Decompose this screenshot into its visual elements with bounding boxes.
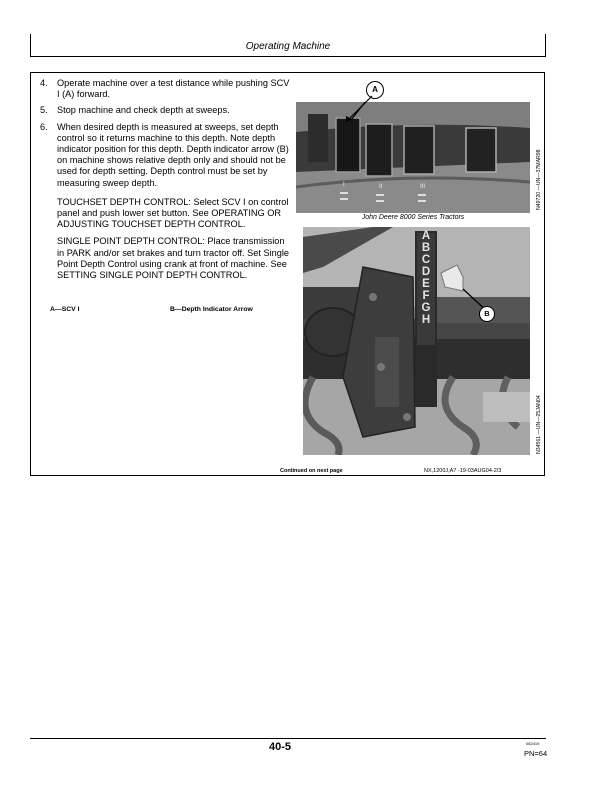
touchset-paragraph: TOUCHSET DEPTH CONTROL: Select SCV I on control panel and push lower set button. See OPERATING OR ADJUSTING TOUCHSET DEPTH CONTROL. (57, 196, 289, 230)
step-number: 5. (40, 105, 48, 116)
step-5 (40, 105, 290, 116)
scale-letter-c: C (421, 254, 431, 266)
scale-letter-a: A (421, 230, 431, 242)
footer-small-code: 082419 (526, 741, 540, 746)
figure1-code: N49720 —UN—37MAR98 (536, 149, 542, 210)
scv-levers-photo (296, 102, 530, 213)
step-number: 4. (40, 78, 48, 88)
single-point-paragraph: SINGLE POINT DEPTH CONTROL: Place transmission in PARK and/or set brakes and turn tractor off. Set Single Point Depth Control using crank at front of machine. See SETTING SINGLE POINT DEPTH CONTROL. (57, 236, 290, 281)
callout-b-badge: B (479, 306, 495, 322)
scale-letter-b: B (421, 242, 431, 254)
step-number: 6. (40, 121, 48, 132)
step-4 (40, 78, 290, 100)
legend-b: B—Depth Indicator Arrow (170, 306, 253, 313)
depth-indicator-photo (303, 227, 530, 455)
page-number: 40-5 (268, 741, 292, 753)
figure2-code: N34561 —UN—25JAN04 (536, 395, 542, 454)
scale-letter-f: F (422, 290, 430, 302)
legend-a: A—SCV I (50, 306, 80, 313)
scv-label-1: I (343, 182, 345, 188)
callout-a-badge: A (366, 81, 384, 99)
scale-letter-g: G (421, 302, 431, 314)
step-text: Operate machine over a test distance while pushing SCV I (A) forward. (57, 78, 290, 100)
step-text: Stop machine and check depth at sweeps. (57, 105, 230, 116)
depth-scale (418, 230, 434, 326)
instruction-list (40, 78, 290, 287)
footer-rule (30, 738, 546, 739)
scale-letter-e: E (422, 278, 430, 290)
continued-note: Continued on next page (280, 468, 343, 474)
step-text: When desired depth is measured at sweeps, set depth control so it returns machine to this depth. Note depth indicator position for this depth. Depth indicator arrow (B) on machine shows relative depth only and should not be used for depth setting. Depth control must be set by measuring sweep depth. (57, 121, 289, 188)
document-code: NX,1200J,A7 -19-03AUG04-2/3 (424, 468, 502, 474)
step-6 (40, 122, 290, 189)
scale-letter-h: H (421, 314, 431, 326)
scale-letter-d: D (421, 266, 431, 278)
page-pn: PN=64 (524, 749, 548, 758)
callout-a-leader (340, 94, 380, 124)
scv-label-3: III (420, 184, 426, 190)
page-header-title: Operating Machine (245, 41, 331, 52)
scv-label-2: II (379, 184, 383, 190)
header-rule (30, 56, 546, 57)
figure1-caption: John Deere 8000 Series Tractors (361, 214, 465, 221)
